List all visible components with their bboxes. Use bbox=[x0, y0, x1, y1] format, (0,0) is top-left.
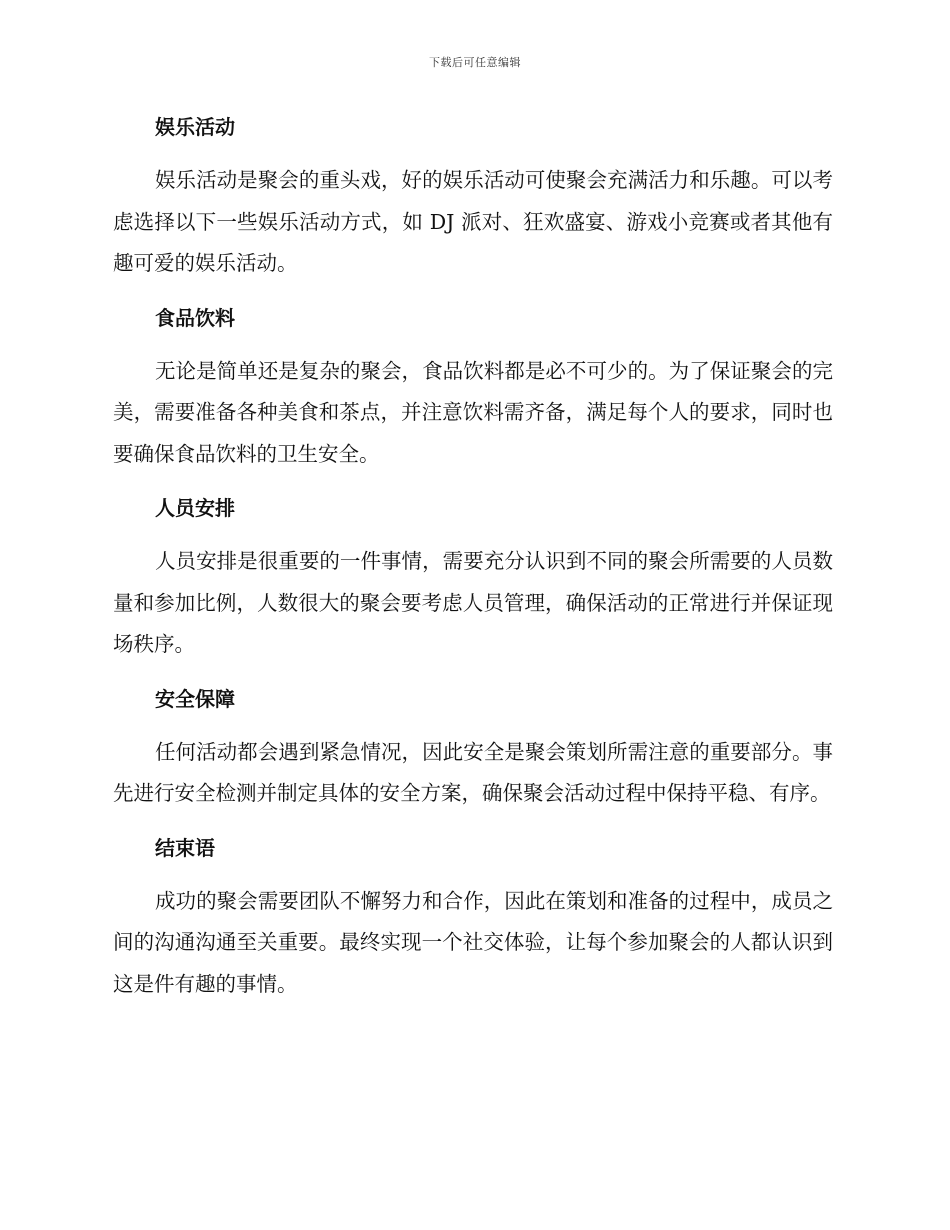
section-conclusion bbox=[113, 827, 833, 1006]
section-heading: 安全保障 bbox=[155, 686, 235, 711]
section-heading: 娱乐活动 bbox=[155, 115, 235, 139]
document-content bbox=[113, 106, 833, 1017]
section-paragraph: 成功的聚会需要团队不懈努力和合作，因此在策划和准备的过程中，成员之间的沟通沟通至关重要。最终实现一个社交体验，让每个参加聚会的人都认识到这是件有趣的事情。 bbox=[113, 888, 833, 996]
section-heading: 食品饮料 bbox=[155, 305, 235, 330]
section-staffing bbox=[113, 487, 833, 666]
section-safety bbox=[113, 678, 833, 815]
section-entertainment bbox=[113, 106, 833, 285]
section-paragraph: 无论是简单还是复杂的聚会，食品饮料都是必不可少的。为了保证聚会的完美，需要准备各种美食和茶点，并注意饮料需齐备，满足每个人的要求，同时也要确保食品饮料的卫生安全。 bbox=[113, 358, 833, 466]
page-header: 下载后可任意编辑 bbox=[429, 56, 521, 69]
section-heading: 人员安排 bbox=[155, 496, 235, 520]
section-paragraph: 人员安排是很重要的一件事情，需要充分认识到不同的聚会所需要的人员数量和参加比例，人数很大的聚会要考虑人员管理，确保活动的正常进行并保证现场秩序。 bbox=[113, 549, 833, 656]
section-paragraph: 娱乐活动是聚会的重头戏，好的娱乐活动可使聚会充满活力和乐趣。可以考虑选择以下一些娱乐活动方式，如 DJ 派对、狂欢盛宴、游戏小竞赛或者其他有趣可爱的娱乐活动。 bbox=[113, 168, 833, 275]
section-food-drinks bbox=[113, 297, 833, 476]
section-heading: 结束语 bbox=[155, 835, 215, 860]
section-paragraph: 任何活动都会遇到紧急情况，因此安全是聚会策划所需注意的重要部分。事先进行安全检测并制定具体的安全方案，确保聚会活动过程中保持平稳、有序。 bbox=[113, 739, 833, 805]
